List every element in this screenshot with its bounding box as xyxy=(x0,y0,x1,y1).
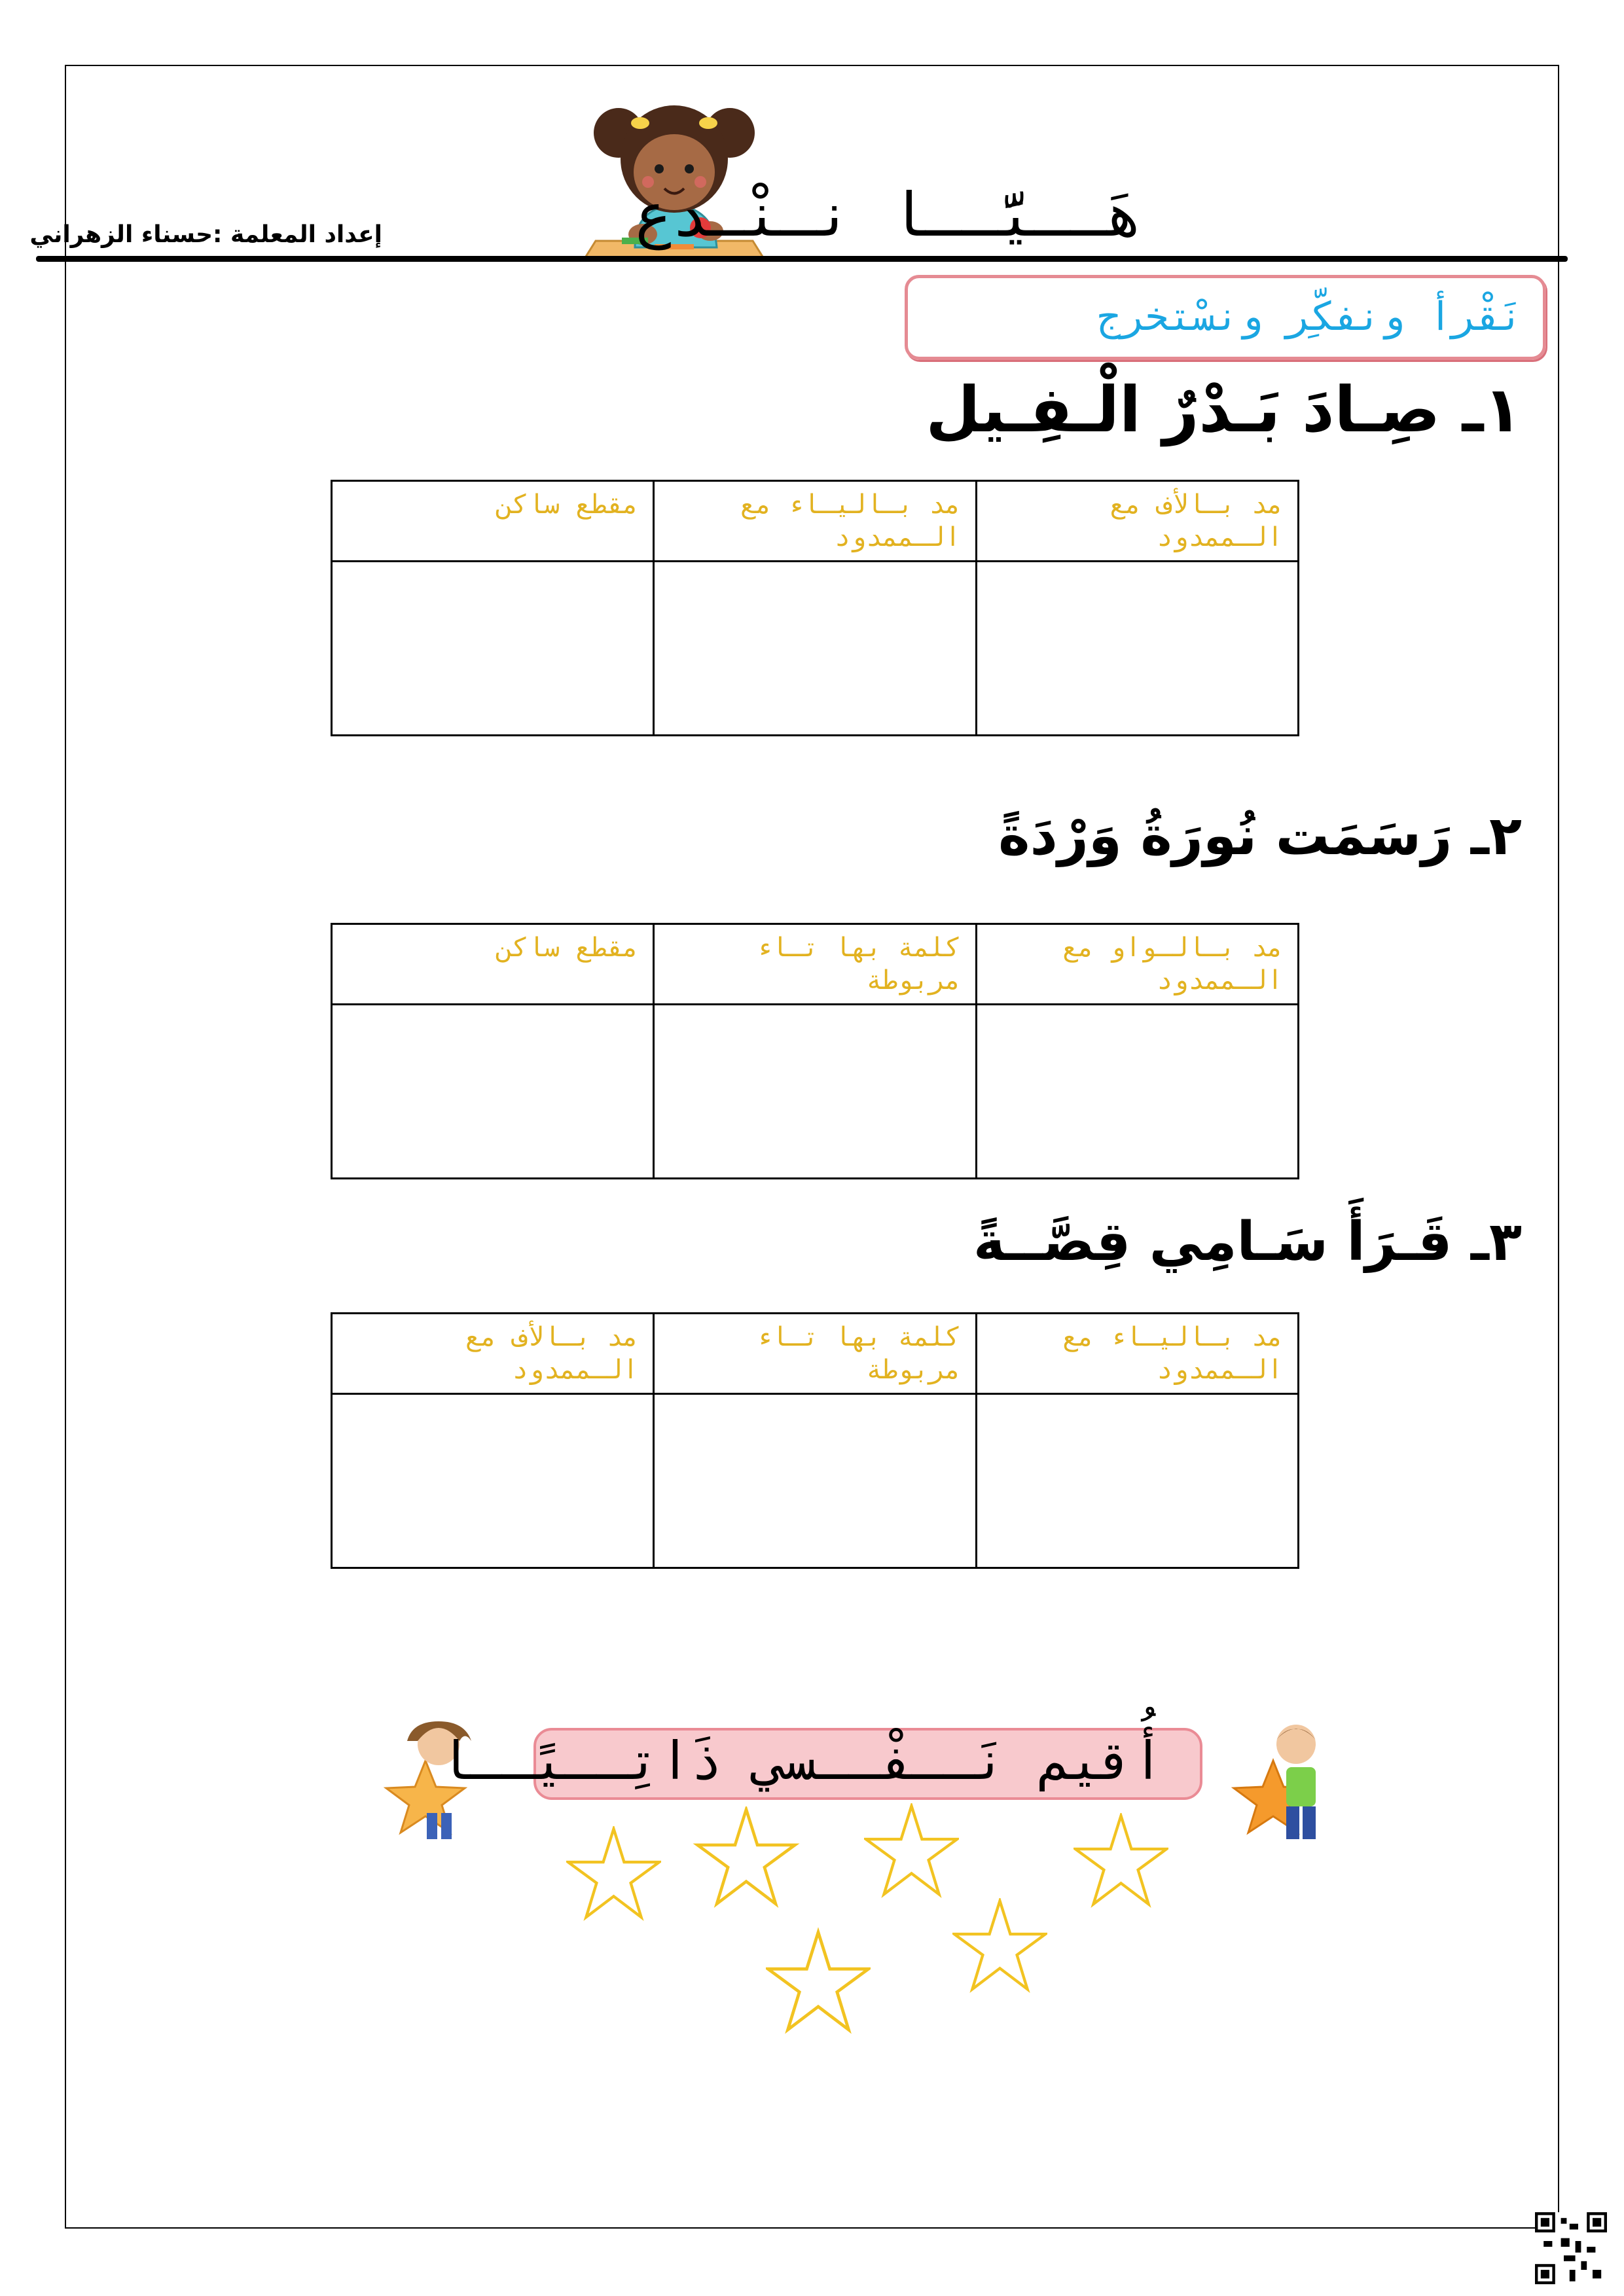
answer-cell[interactable] xyxy=(332,562,654,736)
answer-cell[interactable] xyxy=(976,1005,1298,1179)
instruction-text: نَقْرأ ونفكِّر ونسْتخرج xyxy=(1097,294,1523,340)
answer-cell[interactable] xyxy=(976,1394,1298,1568)
column-header: مقطع ساكن xyxy=(332,481,654,562)
column-header: مد بـالأف مع الـممدود xyxy=(332,1314,654,1394)
boy-holding-star-icon xyxy=(1221,1715,1345,1846)
column-header: مقطع ساكن xyxy=(332,924,654,1005)
column-header: مد بـاليـاء مع الـممدود xyxy=(976,1314,1298,1394)
answer-cell[interactable] xyxy=(332,1005,654,1179)
sentence-3: ٣ـ قَـرَأَ سَـامِي قِصَّــةً xyxy=(973,1211,1522,1273)
answer-cell[interactable] xyxy=(976,562,1298,736)
star-outline-icon[interactable] xyxy=(1074,1813,1168,1908)
column-header: كلمة بها تـاء مربوطة xyxy=(654,1314,976,1394)
sentence-1: ١ـ صِـادَ بَـدْرٌ الْـفِـيل xyxy=(926,373,1522,446)
author-credit: إعداد المعلمة :حسناء الزهراني xyxy=(29,221,382,248)
answer-cell[interactable] xyxy=(332,1394,654,1568)
qr-code-icon xyxy=(1535,2212,1607,2284)
answer-cell[interactable] xyxy=(654,562,976,736)
worksheet-title: هَــيَّــا نـنْـدع xyxy=(635,180,1143,250)
answer-cell[interactable] xyxy=(654,1005,976,1179)
star-outline-icon[interactable] xyxy=(952,1898,1047,1993)
star-outline-icon[interactable] xyxy=(687,1806,805,1908)
self-evaluation-banner xyxy=(439,1728,1202,1800)
star-outline-icon[interactable] xyxy=(566,1826,661,1921)
sentence-2: ٢ـ رَسَمَت نُورَةُ وَرْدَةً xyxy=(998,805,1522,867)
instruction-banner xyxy=(905,275,1546,360)
header-divider xyxy=(36,256,1568,262)
answer-table-2 xyxy=(331,923,1299,1179)
column-header: كلمة بها تـاء مربوطة xyxy=(654,924,976,1005)
star-outline-icon[interactable] xyxy=(864,1803,959,1898)
star-outline-icon[interactable] xyxy=(766,1924,871,2039)
answer-table-3 xyxy=(331,1312,1299,1569)
answer-table-1 xyxy=(331,480,1299,736)
answer-cell[interactable] xyxy=(654,1394,976,1568)
column-header: مد بـالـواو مع الـممدود xyxy=(976,924,1298,1005)
column-header: مد بـاليـاء مع الـممدود xyxy=(654,481,976,562)
self-evaluation-title: أُقيم نَــفْــسي ذَاتِــيًــا xyxy=(439,1731,1164,1791)
column-header: مد بـالأف مع الـممدود xyxy=(976,481,1298,562)
